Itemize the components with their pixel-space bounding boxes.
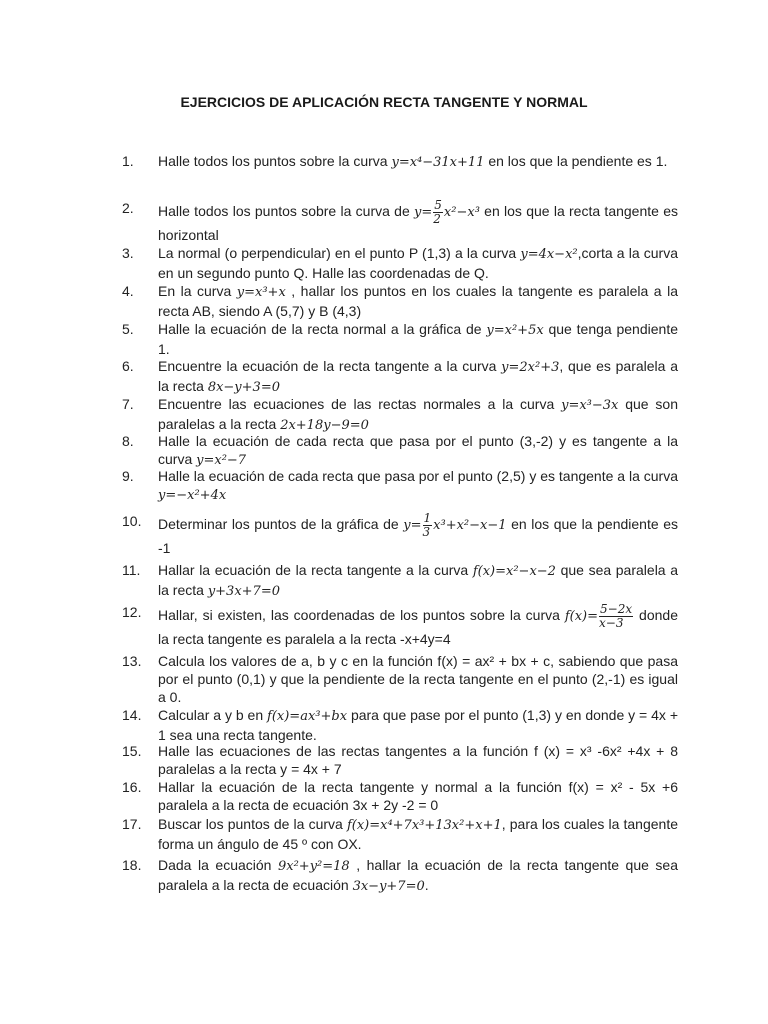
math-expression: y+3x+7=0 [207,584,280,599]
exercise-text: Halle todos los puntos sobre la curva de [158,203,415,220]
page-title: EJERCICIOS DE APLICACIÓN RECTA TANGENTE Y NORMAL [180,94,588,110]
exercise-text: ,corta a la curva en un segundo punto Q. Halle las coordenadas de Q. [158,245,678,281]
exercise-item [122,320,678,358]
exercise-item [122,742,678,778]
exercise-text: Encuentre la ecuación de la recta tangente a la curva [158,358,502,374]
exercise-text: Hallar, si existen, las coordenadas de los puntos sobre la curva [158,607,565,624]
math-expression: 8x−y+3=0 [207,380,280,395]
exercise-text: , hallar la ecuación de la recta tangente que sea paralela a la recta de ecuación [158,857,679,893]
exercise-text: Dada la ecuación [158,857,278,873]
exercise-number: 15. [122,743,142,759]
math-expression: 3x−y+7=0 [352,879,425,894]
exercise-number: 14. [122,707,142,723]
exercise-item [122,561,679,601]
exercise-number: 10. [122,513,142,529]
exercise-text: que sea paralela a la recta [158,562,679,598]
exercise-text: , que es paralela a la recta [158,358,678,394]
exercise-text: Hallar la ecuación de la recta tangente a la curva [158,562,473,578]
math-expression: y= [403,518,422,534]
exercise-item [122,357,678,397]
exercise-number: 18. [122,857,142,873]
exercise-item [122,856,679,896]
math-expression: y= [414,205,433,221]
exercise-number: 4. [122,283,134,299]
fraction-denominator: 3 [422,525,431,539]
fraction-numerator: 1 [423,511,432,525]
exercise-item [122,652,678,706]
math-expression: x³+x²−x−1 [433,518,507,534]
exercise-text: Determinar los puntos de la gráfica de [158,516,404,533]
math-expression: f(x)=ax³+bx [267,709,348,724]
math-fraction [433,199,443,226]
exercise-text: , para los cuales la tangente forma un ángulo de 45 º con OX. [158,816,679,852]
exercise-text: Halle la ecuación de cada recta que pasa por el punto (3,-2) y es tangente a la curva [158,433,678,467]
exercise-text: . [424,877,429,893]
exercise-item [122,778,678,814]
exercise-text: Halle las ecuaciones de las rectas tangentes a la función f (x) = x³ -6x² +4x + 8 paralelas a la recta y = 4x + 7 [158,743,678,777]
exercise-text: para que pase por el punto (1,3) y en donde y = 4x + 1 sea una recta tangente. [158,707,678,743]
exercise-number: 13. [122,653,142,669]
exercise-text: Hallar la ecuación de la recta tangente y normal a la función f(x) = x² - 5x +6 paralela a la recta de ecuación 3x + 2y -2 = 0 [158,779,678,813]
math-expression: y=x³−3x [561,398,619,413]
exercise-item [122,152,678,172]
math-expression: y=x²+5x [486,323,544,338]
math-expression: 9x²+y²=18 [277,859,350,874]
exercise-text: Buscar los puntos de la curva [158,816,347,832]
math-expression: x²−x³ [443,205,480,221]
exercise-text: en los que la recta tangente es horizontal [158,203,678,243]
exercise-text: Halle la ecuación de cada recta que pasa por el punto (2,5) y es tangente a la curva [158,468,678,484]
exercise-number: 12. [122,604,142,620]
math-expression: y=2x²+3 [501,360,560,375]
exercise-number: 17. [122,816,142,832]
exercise-text: en los que la pendiente es 1. [484,153,668,169]
exercise-item [122,815,679,853]
math-expression: f(x)=x²−x−2 [472,564,556,579]
fraction-denominator: x−3 [599,616,624,630]
math-expression: y=x²−7 [196,453,247,468]
math-fraction [423,512,433,539]
exercise-item [122,706,678,744]
math-expression: y=4x−x² [520,247,578,262]
exercise-text: Encuentre las ecuaciones de las rectas normales a la curva [158,396,562,412]
exercise-number: 1. [122,153,134,169]
exercise-item [122,467,678,505]
exercise-item [122,602,678,648]
exercise-number: 3. [122,245,134,261]
math-expression: y=x⁴−31x+11 [391,155,485,170]
exercise-number: 6. [122,358,134,374]
exercise-item [122,395,678,435]
exercise-text: Halle la ecuación de la recta normal a la gráfica de [158,321,487,337]
exercise-item [122,511,678,557]
exercise-item [122,432,678,470]
exercise-item [122,244,678,282]
math-expression: y=x³+x [236,285,286,300]
fraction-denominator: 2 [433,212,441,226]
fraction-numerator: 5 [434,198,442,212]
math-fraction [599,603,633,630]
exercise-number: 7. [122,396,134,412]
exercise-number: 8. [122,433,134,449]
exercise-text: que son paralelas a la recta [158,396,678,432]
math-expression: 2x+18y−9=0 [280,418,369,433]
exercise-text: La normal (o perpendicular) en el punto P (1,3) a la curva [158,245,521,261]
exercise-number: 9. [122,468,134,484]
exercise-text: En la curva [158,283,237,299]
math-expression: f(x)= [564,609,599,625]
math-expression: f(x)=x⁴+7x³+13x²+x+1 [346,818,502,833]
exercise-number: 2. [122,200,134,216]
exercise-number: 5. [122,321,134,337]
exercise-text: Halle todos los puntos sobre la curva [158,153,392,169]
exercise-text: Calcular a y b en [158,707,268,723]
fraction-numerator: 5−2x [600,602,633,616]
exercise-number: 16. [122,779,142,795]
exercise-text: en los que la pendiente es -1 [158,516,678,556]
exercise-text: donde la recta tangente es paralela a la recta -x+4y=4 [158,607,678,647]
exercise-number: 11. [122,562,141,578]
exercise-item [122,282,678,320]
exercise-text: , hallar los puntos en los cuales la tangente es paralela a la recta AB, siendo A (5,7) y B (4,3) [158,283,678,319]
exercise-item [122,198,678,244]
exercise-text: Calcula los valores de a, b y c en la función f(x) = ax² + bx + c, sabiendo que pasa por el punto (0,1) y que la pendiente de la recta tangente en el punto (2,-1) es igual a 0. [158,653,678,705]
math-expression: y=−x²+4x [158,488,227,503]
exercise-text: que tenga pendiente 1. [158,321,678,357]
